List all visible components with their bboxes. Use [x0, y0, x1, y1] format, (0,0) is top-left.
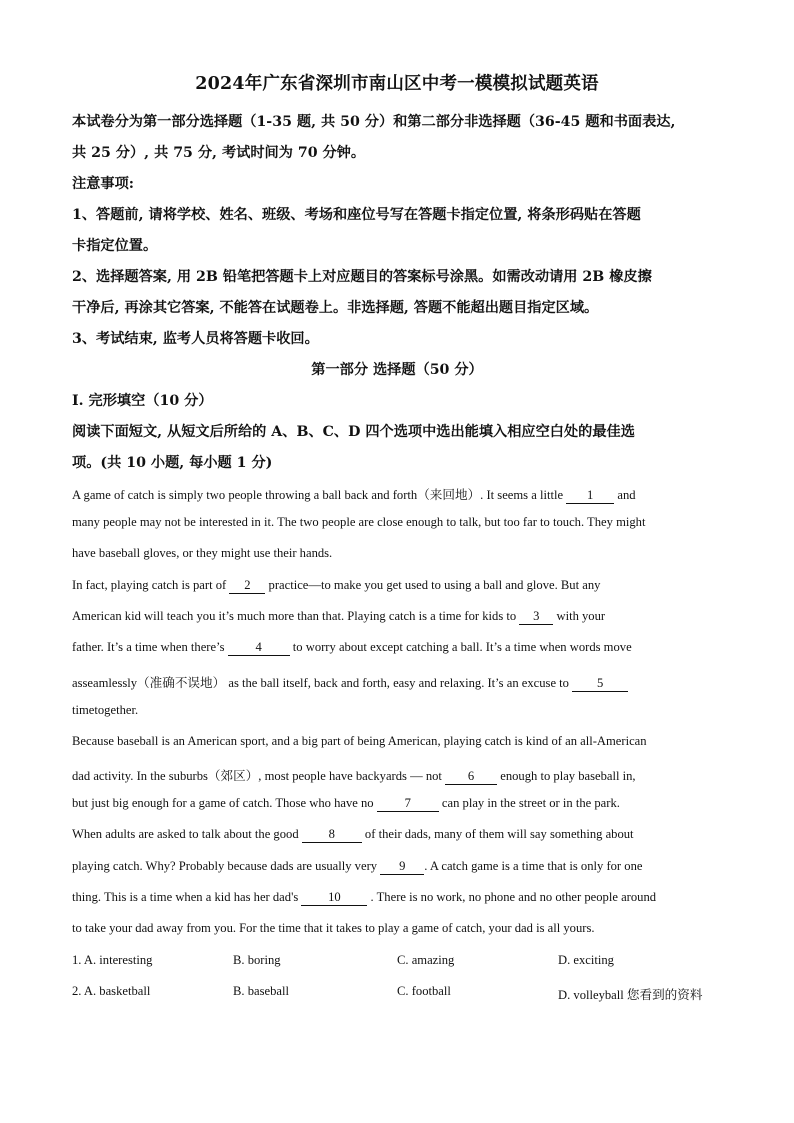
passage-line — [72, 796, 724, 812]
note-2-line-2: 干净后, 再涂其它答案, 不能答在试题卷上。非选择题, 答题不能超出题目指定区域。 — [72, 300, 599, 316]
blank-9: 9 — [380, 860, 424, 875]
passage-text: thing. This is a time when a kid has her dad's — [72, 890, 302, 904]
passage-text: In fact, playing catch is part of — [72, 578, 230, 592]
passage-text: father. It’s a time when there’s — [72, 640, 228, 654]
blank-6: 6 — [445, 770, 497, 785]
passage-line: timetogether. — [72, 703, 139, 717]
passage-line — [72, 578, 724, 594]
question-1-option-b: B. boring — [233, 953, 281, 967]
passage-text: A game of catch is simply two people throwing a ball back and forth（来回地）. It seems a little — [72, 488, 567, 502]
question-2-option-a: 2. A. basketball — [72, 984, 151, 998]
passage-text: asseamlessly（准确不误地） as the ball itself, back and forth, easy and relaxing. It’s an excuse to — [72, 676, 573, 690]
passage-text: to worry about except catching a ball. It’s a time when words move — [289, 640, 632, 654]
passage-line — [72, 859, 724, 875]
passage-text: practice—to make you get used to using a ball and glove. But any — [265, 578, 601, 592]
note-3: 3、考试结束, 监考人员将答题卡收回。 — [72, 331, 319, 347]
section1-instruction-2: 项。(共 10 小题, 每小题 1 分) — [72, 455, 273, 471]
blank-4: 4 — [228, 641, 290, 656]
blank-5: 5 — [572, 677, 628, 692]
passage-text: playing catch. Why? Probably because dads are usually very — [72, 859, 381, 873]
passage-line: Because baseball is an American sport, and a big part of being American, playing catch is kind of an all-American — [72, 734, 647, 748]
note-1-line-2: 卡指定位置。 — [72, 238, 158, 254]
passage-text: with your — [553, 609, 606, 623]
passage-text: enough to play baseball in, — [497, 769, 636, 783]
passage-line — [72, 765, 724, 785]
question-1-option-c: C. amazing — [397, 953, 455, 967]
passage-line — [72, 672, 724, 692]
blank-1: 1 — [566, 489, 614, 504]
blank-10: 10 — [301, 891, 367, 906]
note-2-line-1: 2、选择题答案, 用 2B 铅笔把答题卡上对应题目的答案标号涂黑。如需改动请用 2B 橡皮擦 — [72, 269, 652, 285]
passage-line — [72, 484, 724, 504]
note-1-line-1: 1、答题前, 请将学校、姓名、班级、考场和座位号写在答题卡指定位置, 将条形码贴在答题 — [72, 207, 641, 223]
question-2-option-b: B. baseball — [233, 984, 289, 998]
passage-text: but just big enough for a game of catch. Those who have no — [72, 796, 377, 810]
question-2-option-d: D. volleyball 您看到的资料 — [558, 988, 703, 1002]
passage-line — [72, 640, 724, 656]
section1-instruction-1: 阅读下面短文, 从短文后所给的 A、B、C、D 四个选项中选出能填入相应空白处的最佳选 — [72, 424, 635, 440]
passage-line: to take your dad away from you. For the time that it takes to play a game of catch, your dad is all yours. — [72, 921, 595, 935]
passage-line: many people may not be interested in it. The two people are close enough to talk, but too far to touch. They might — [72, 515, 646, 529]
exam-title: 2024年广东省深圳市南山区中考一模模拟试题英语 — [195, 74, 599, 94]
passage-line — [72, 827, 724, 843]
passage-text: and — [614, 488, 636, 502]
passage-text: dad activity. In the suburbs（郊区）, most people have backyards — not — [72, 769, 446, 783]
passage-text: . There is no work, no phone and no other people around — [367, 890, 657, 904]
passage-line — [72, 890, 724, 906]
passage-line: have baseball gloves, or they might use their hands. — [72, 546, 333, 560]
blank-8: 8 — [302, 828, 362, 843]
passage-text: . A catch game is a time that is only for one — [424, 859, 643, 873]
notes-heading: 注意事项: — [72, 176, 134, 192]
passage-text: American kid will teach you it’s much more than that. Playing catch is a time for kids to — [72, 609, 520, 623]
section1-heading: Ⅰ. 完形填空（10 分） — [72, 393, 213, 409]
blank-7: 7 — [377, 797, 439, 812]
blank-3: 3 — [519, 610, 553, 625]
passage-line — [72, 609, 724, 625]
passage-text: can play in the street or in the park. — [438, 796, 620, 810]
passage-text: of their dads, many of them will say something about — [361, 827, 634, 841]
intro-line-2: 共 25 分）, 共 75 分, 考试时间为 70 分钟。 — [72, 145, 366, 161]
passage-text: When adults are asked to talk about the good — [72, 827, 302, 841]
question-1-option-d: D. exciting — [558, 953, 614, 967]
blank-2: 2 — [229, 579, 265, 594]
question-2-option-c: C. football — [397, 984, 451, 998]
intro-line-1: 本试卷分为第一部分选择题（1-35 题, 共 50 分）和第二部分非选择题（36-45 题和书面表达, — [72, 114, 676, 130]
part1-heading: 第一部分 选择题（50 分） — [311, 362, 483, 378]
question-1-option-a: 1. A. interesting — [72, 953, 153, 967]
